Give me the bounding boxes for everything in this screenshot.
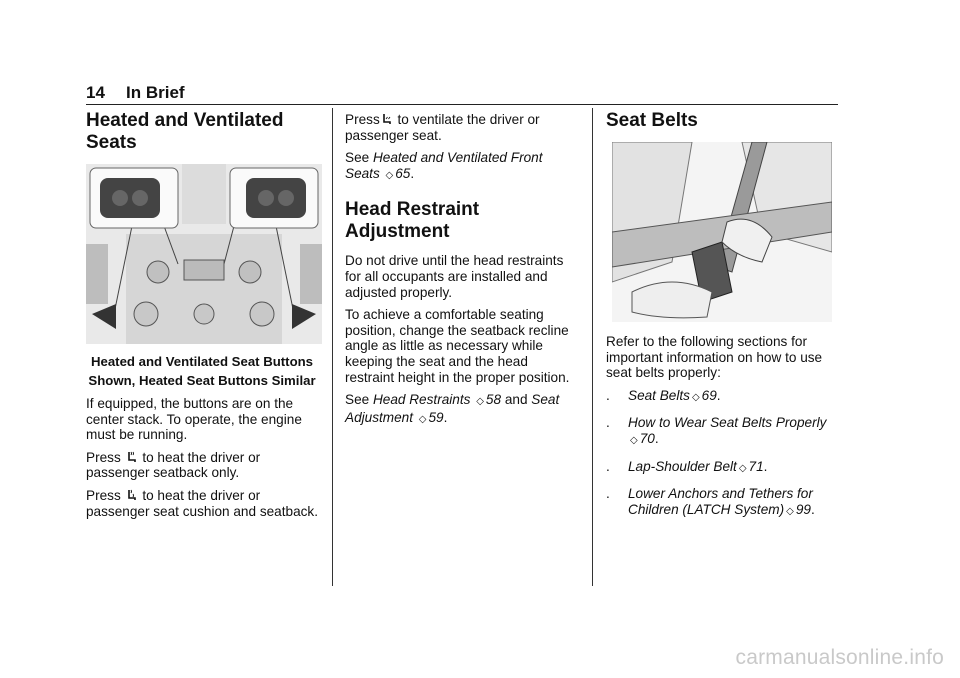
seat-buttons-figure	[86, 164, 322, 344]
cross-reference-link[interactable]: Head Restraints	[372, 392, 471, 408]
text: to heat the driver or passenger seat cushion and seatback.	[86, 487, 319, 519]
text: .	[763, 458, 768, 474]
paragraph: To achieve a comfortable seating position, change the seatback recline angle as little as necessary while keeping the seat and the head restraint height in the proper position.	[345, 307, 570, 385]
page-reference[interactable]: 71	[748, 458, 764, 474]
page-ref-icon: ◇	[691, 391, 700, 403]
text: .	[716, 387, 721, 403]
page-reference[interactable]: 99	[795, 501, 811, 517]
page-reference[interactable]: 70	[639, 430, 655, 446]
heated-seatback-icon	[127, 451, 137, 463]
page-ref-icon: ◇	[630, 434, 638, 446]
cross-reference-link[interactable]: Lower Anchors and Tethers for Children (LATCH System)	[628, 486, 813, 517]
text: to heat the driver or passenger seatback only.	[86, 449, 261, 481]
text: Press	[86, 449, 121, 465]
text: .	[443, 409, 448, 425]
column-divider-2	[592, 108, 593, 586]
list-item	[606, 459, 842, 477]
heated-seat-cushion-icon	[127, 489, 137, 501]
paragraph: Do not drive until the head restraints for all occupants are installed and adjusted properly.	[345, 253, 564, 300]
head-restraint-heading: Head Restraint Adjustment	[345, 199, 480, 243]
cross-reference-link[interactable]: How to Wear Seat Belts Properly	[628, 415, 827, 431]
bullet: .	[606, 387, 610, 403]
watermark: carmanualsonline.info	[735, 646, 944, 669]
text: .	[654, 430, 659, 446]
cross-reference-link[interactable]: Heated and Ventilated Front Seats	[345, 150, 543, 181]
page-number: 14	[86, 83, 105, 102]
seat-belts-heading: Seat Belts	[606, 110, 698, 131]
page-ref-icon: ◇	[738, 462, 747, 474]
buckle-illustration	[612, 142, 832, 322]
page-reference[interactable]: 59	[428, 409, 444, 425]
list-item	[606, 415, 842, 448]
bullet: .	[606, 486, 610, 502]
cross-reference-link[interactable]: Seat Belts	[628, 387, 690, 403]
text: See	[345, 150, 370, 166]
column-2	[345, 112, 580, 434]
page-ref-icon: ◇	[385, 169, 394, 181]
column-1	[86, 110, 318, 526]
page-ref-icon: ◇	[476, 396, 484, 408]
seat-belt-figure	[612, 142, 832, 322]
text: Press	[86, 487, 121, 503]
paragraph: If equipped, the buttons are on the center stack. To operate, the engine must be running.	[86, 396, 302, 443]
page-reference[interactable]: 69	[701, 387, 717, 403]
text: .	[410, 165, 415, 181]
paragraph	[86, 488, 318, 519]
text: to ventilate the driver or passenger seat.	[345, 112, 540, 143]
paragraph	[86, 450, 318, 481]
column-divider-1	[332, 108, 333, 586]
page-header	[86, 83, 185, 103]
paragraph: Refer to the following sections for important information on how to use seat belts properly:	[606, 334, 823, 381]
paragraph	[345, 112, 580, 143]
cross-reference-link[interactable]: Lap-Shoulder Belt	[628, 458, 737, 474]
figure-caption: Heated and Ventilated Seat Buttons Shown, Heated Seat Buttons Similar	[88, 354, 316, 388]
seat-belt-reference-list	[606, 388, 842, 520]
heated-seats-heading: Heated and Ventilated Seats	[86, 110, 284, 153]
bullet: .	[606, 458, 610, 474]
bullet: .	[606, 415, 610, 431]
header-rule	[86, 104, 838, 105]
page-ref-icon: ◇	[418, 413, 427, 425]
page-reference[interactable]: 65	[395, 165, 411, 181]
cross-reference-link[interactable]: Seat Adjustment	[345, 392, 560, 425]
text: Press	[345, 112, 380, 127]
center-stack-illustration	[86, 164, 322, 344]
paragraph	[345, 150, 580, 183]
text: and	[504, 392, 528, 408]
column-3	[606, 110, 842, 529]
page-ref-icon: ◇	[786, 505, 794, 517]
paragraph	[345, 392, 580, 427]
text: .	[810, 501, 815, 517]
list-item	[606, 388, 842, 406]
page-reference[interactable]: 58	[485, 392, 502, 408]
list-item	[606, 486, 842, 519]
ventilated-seat-icon	[382, 113, 392, 125]
text: See	[345, 392, 370, 408]
section-title: In Brief	[126, 83, 185, 102]
